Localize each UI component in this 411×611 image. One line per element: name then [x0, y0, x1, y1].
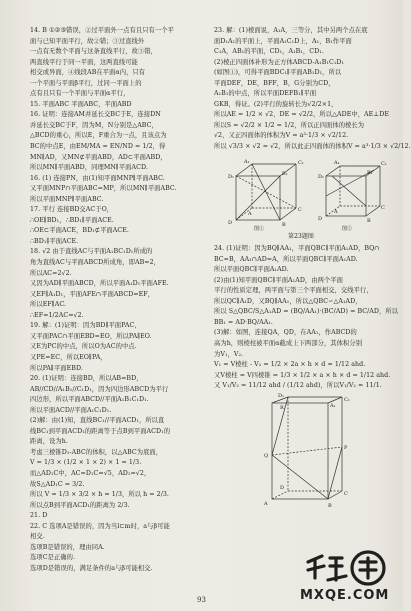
- text-line: 所以点B到平面ACD₁的距离为 2/3.: [30, 501, 130, 509]
- text-line: △BCD的重心，所以E，F重合为一点，且该点为: [30, 132, 167, 140]
- text-line: 所以S = √2/2 × 1/2 = 1/2，所以正四面体的棱长为: [214, 121, 365, 129]
- text-line: 又V棱柱 = V四棱锥 = 1/3 × 1/2 × a × h × d = 1/12 ahd.: [214, 371, 391, 379]
- text-line: 两直线平行于同一平面，这两直线可能: [30, 58, 138, 66]
- text-line: 又EF∥A₁D₁，平面AFE∩平面ABCD=EF，: [30, 290, 155, 298]
- text-line: (2)解：由(1)知，直线BC₁//平面ACD₁，所以直: [30, 417, 165, 425]
- text-line: 高为h，则棱柱被平面α截成上下两部分，其体积分别: [214, 340, 363, 348]
- cube-figures: [214, 156, 388, 243]
- text-line: 又PE=EC，所以EO∥PA，: [30, 353, 107, 361]
- vertex-label: C: [381, 204, 385, 211]
- text-line: 相交或异面，④线段AB在平面α内，只有: [30, 69, 146, 77]
- vertex-label: C: [344, 490, 348, 497]
- text-line: 所以 √3/3 × √2 = √2，所以此正四面体的体积V = a³·1/3 × √2/12.: [214, 143, 411, 151]
- text-line: 所以EF∥AC.: [30, 301, 67, 309]
- vertex-label: D₁: [278, 392, 285, 399]
- vertex-label: C₁: [344, 396, 350, 403]
- text-line: ∴OE⊂平面ACE，BD₁⊄平面ACE.: [30, 227, 129, 235]
- text-line: BC的中点E，由EM/MA = EN/ND = 1/2，得: [30, 143, 166, 151]
- vertex-label: B₁: [367, 169, 373, 176]
- text-line: 又E为PC的中点，所以O为AC的中点.: [30, 343, 137, 351]
- prism-diagram: [214, 392, 388, 515]
- text-line: 19. 解：(1)证明：因为BD∥平面PAC，: [30, 322, 141, 330]
- text-line: 22. C 选项A是错误的，因为当l⊂m时，a与β可能: [30, 522, 170, 530]
- text-line: 又 V₁/V₂ = 11/12 ahd / (1/12 ahd)，所以V₁/V₂ = 11/1.: [214, 382, 382, 390]
- text-line: (2)由(1)知平面QBC∥平面A₁AD，由两个平面: [214, 276, 344, 284]
- vertex-label: D₁: [228, 173, 235, 180]
- vertex-label: C₁: [298, 159, 304, 166]
- figure-label: 图①: [254, 225, 265, 232]
- vertex-label: R: [280, 404, 284, 411]
- text-line: 所以AE = 1/2 × √2，DE = √2/2，所以△ADE中，AE⊥DE: [214, 111, 389, 119]
- text-line: 平行的性质定理，两平面与第三个平面相交，交线平行，: [214, 287, 373, 295]
- vertex-label: A: [264, 500, 268, 507]
- vertex-label: C: [298, 206, 302, 213]
- text-line: 一点有无数个平面与这条直线平行，故③错，: [30, 48, 157, 56]
- vertex-label: B: [282, 221, 286, 228]
- text-line: 平面DEF，DE，BFF，B，G分别为CD，: [214, 79, 335, 87]
- text-line: 面D₁A₁的平面上，平面A₁C₁D上，A₁，B₁作平面: [214, 37, 352, 45]
- text-line: AB//CD//A₁B₁//C₁D₁，因为四边形ABCD为平行: [30, 385, 169, 393]
- vertex-label: A₁: [330, 402, 336, 409]
- text-line: 所以 V = 1/3 × 3/2 × h = 1/3，所以 h = 2/3.: [30, 491, 169, 499]
- text-line: 为V₁，V₂.: [214, 350, 244, 358]
- text-line: ∴OE∥BD₁，∴BD₁∥平面ACE.: [30, 216, 114, 224]
- text-line: 点有且只有一个平面与平面α平行，: [30, 90, 130, 98]
- text-line: 所以 S△QBC/S△A₁AD = (BQ/AA₁)·(BC/AD) = BC/AD，所以: [214, 308, 399, 316]
- text-line: 24. (1)证明：因为BQ∥AA₁，平面QBC∥平面A₁AD，BQ∩: [214, 245, 380, 253]
- text-line: 线BC₁到平面ACD₁的距离等于点B到平面ACD₁的: [30, 427, 171, 435]
- text-line: BB₁ = AD·BQ/AA₁.: [214, 318, 273, 326]
- text-line: 角为直线AC与平面ABCD所成角，即AB=2，: [30, 259, 160, 267]
- text-line: 面与已知平面平行，故②错；③过直线外: [30, 37, 145, 45]
- text-line: 又平面PAC∩平面EBD=EO，所以PA∥EO.: [30, 332, 152, 340]
- vertex-label: A: [248, 210, 252, 217]
- text-line: 14. B ①②③错误，②过平面外一点有且只有一个平: [30, 27, 174, 34]
- figure-caption: 第23题图: [288, 232, 314, 240]
- text-line: (2)棱正四面体补形为正方体ABCD-A₁B₁C₁D₁: [214, 58, 345, 66]
- text-line: (3)解：如图，连接QA，QD，在AA₁，作ABCD的: [214, 329, 357, 337]
- text-line: BC=B，AA₁∩AD=A，所以平面QBC∥平面A₁AD.: [214, 255, 358, 263]
- text-line: GKB，得证。(2)平行的旋转长为√2/2×1，: [214, 100, 338, 108]
- page-number: 93: [197, 596, 206, 604]
- text-line: 16. 证明：连接AM并延长交BC于E，连接DN: [30, 111, 161, 119]
- left-column: [30, 26, 206, 574]
- text-line: 故S△AD₁C = 3/2.: [30, 480, 85, 488]
- text-line: 而△AD₁C中，AC=D₁C=√5，AD₁=√2，: [30, 469, 151, 477]
- text-line: 所以PA∥平面EBD.: [30, 364, 83, 372]
- text-line: 并延长交BC于F，因为M，N分别是△ABC，: [30, 121, 158, 129]
- text-line: 四边形，所以平面ABCD//平面A₁B₁C₁D₁.: [30, 396, 149, 404]
- text-line: 所以平面QBC∥平面A₁AD.: [214, 266, 289, 274]
- vertex-label: D: [280, 484, 285, 491]
- vertex-label: D: [228, 219, 233, 226]
- text-line: 相交.: [30, 533, 45, 541]
- vertex-label: A₁: [334, 159, 340, 166]
- text-line: V = 1/3 × (1/2 × 1 × 2) × 1 = 1/3.: [30, 459, 142, 467]
- text-line: 选项B是错误的，理由同A.: [30, 543, 105, 551]
- text-line: 20. (1)证明：连接BD，所以AB=BD，: [30, 375, 143, 383]
- text-line: √2，又正四面体的体积为V = a³·1/3 × √2/12.: [214, 132, 349, 140]
- text-line: 选项D是错误的，满足条件的a与β可能相交.: [30, 564, 153, 572]
- prism-figure: [214, 392, 388, 515]
- cube-diagram-pair: [214, 156, 388, 232]
- text-line: 一个平面与平面β平行，过同一平面上的: [30, 79, 142, 87]
- text-line: A₁B₁的中点，所以平面DEFB₁∥平面: [214, 90, 317, 98]
- vertex-label: D: [318, 215, 323, 222]
- text-line: MN∥AD，又MN⊄平面ABD，AD⊂平面ABD，: [30, 153, 167, 161]
- text-line: 考虑三棱锥D₁-ABC的体积，以△ABC为底面，: [30, 448, 163, 456]
- vertex-label: C₁: [381, 160, 387, 167]
- text-line: 15. 平面ABC 平面ABC，平面ABD: [30, 100, 132, 108]
- text-line: 又平面MNP∩平面ABC=MP，所以MN∥平面ABC.: [30, 185, 177, 193]
- right-column: [214, 26, 411, 517]
- figure-label: 图②: [342, 225, 353, 232]
- text-line: C₁A，AB₁的平面，CD₁，A₁B₁，CD₁.: [214, 48, 324, 56]
- text-line: 18. √2 由于直线AC与平面A₁BC₁D₁所成的: [30, 248, 153, 256]
- text-line: 选项C是正确的.: [30, 554, 76, 562]
- text-line: ∴EF=1/2AC=√2.: [30, 311, 84, 319]
- text-line: ∴BD₁∥平面ACE.: [30, 237, 79, 245]
- vertex-label: A: [334, 208, 338, 215]
- text-line: 所以QC∥A₁D，又BQ∥AA₁，所以△QBC∽△A₁AD，: [214, 297, 362, 305]
- text-line: 所以平面ACD//平面A₁C₁D₁.: [30, 406, 112, 414]
- vertex-label: A₁: [244, 158, 250, 165]
- vertex-label: B: [328, 502, 332, 509]
- vertex-label: Q: [264, 452, 269, 459]
- text-line: 所以AC=2√2.: [30, 269, 72, 277]
- vertex-label: P: [344, 444, 348, 451]
- text-line: 17. 平行 连接BD交AC于O，: [30, 206, 114, 214]
- text-line: 又因为AD∥平面ABCD，所以平面A₁D₁平面AFE.: [30, 280, 169, 288]
- text-line: 21. D: [30, 512, 48, 520]
- text-line: 16. (1) 连接PN，由(1)知平面MNP∥平面ABC.: [30, 174, 165, 182]
- text-line: 距离，设为h.: [30, 438, 68, 446]
- vertex-label: B: [367, 217, 371, 224]
- text-line: 23. 解：(1)棱面说，A₁A，三等分，其中另两个点在底: [214, 27, 368, 34]
- text-line: 所以MN∥平面ABD，同理MN∥平面ACD.: [30, 164, 148, 172]
- vertex-label: B₁: [282, 170, 288, 177]
- watermark-text: MXQE.COM: [300, 588, 390, 603]
- text-line: V₁ = V棱柱 - V₂ = 1/2 × 2a × h × d = 1/12 ahd.: [214, 361, 366, 369]
- vertex-label: D₁: [318, 173, 325, 180]
- text-line: 所以平面MNP∥平面ABC.: [30, 195, 104, 203]
- text-line: (如图①)，可得平面BDC₁∥平面AB₁D₁，所以: [214, 69, 342, 77]
